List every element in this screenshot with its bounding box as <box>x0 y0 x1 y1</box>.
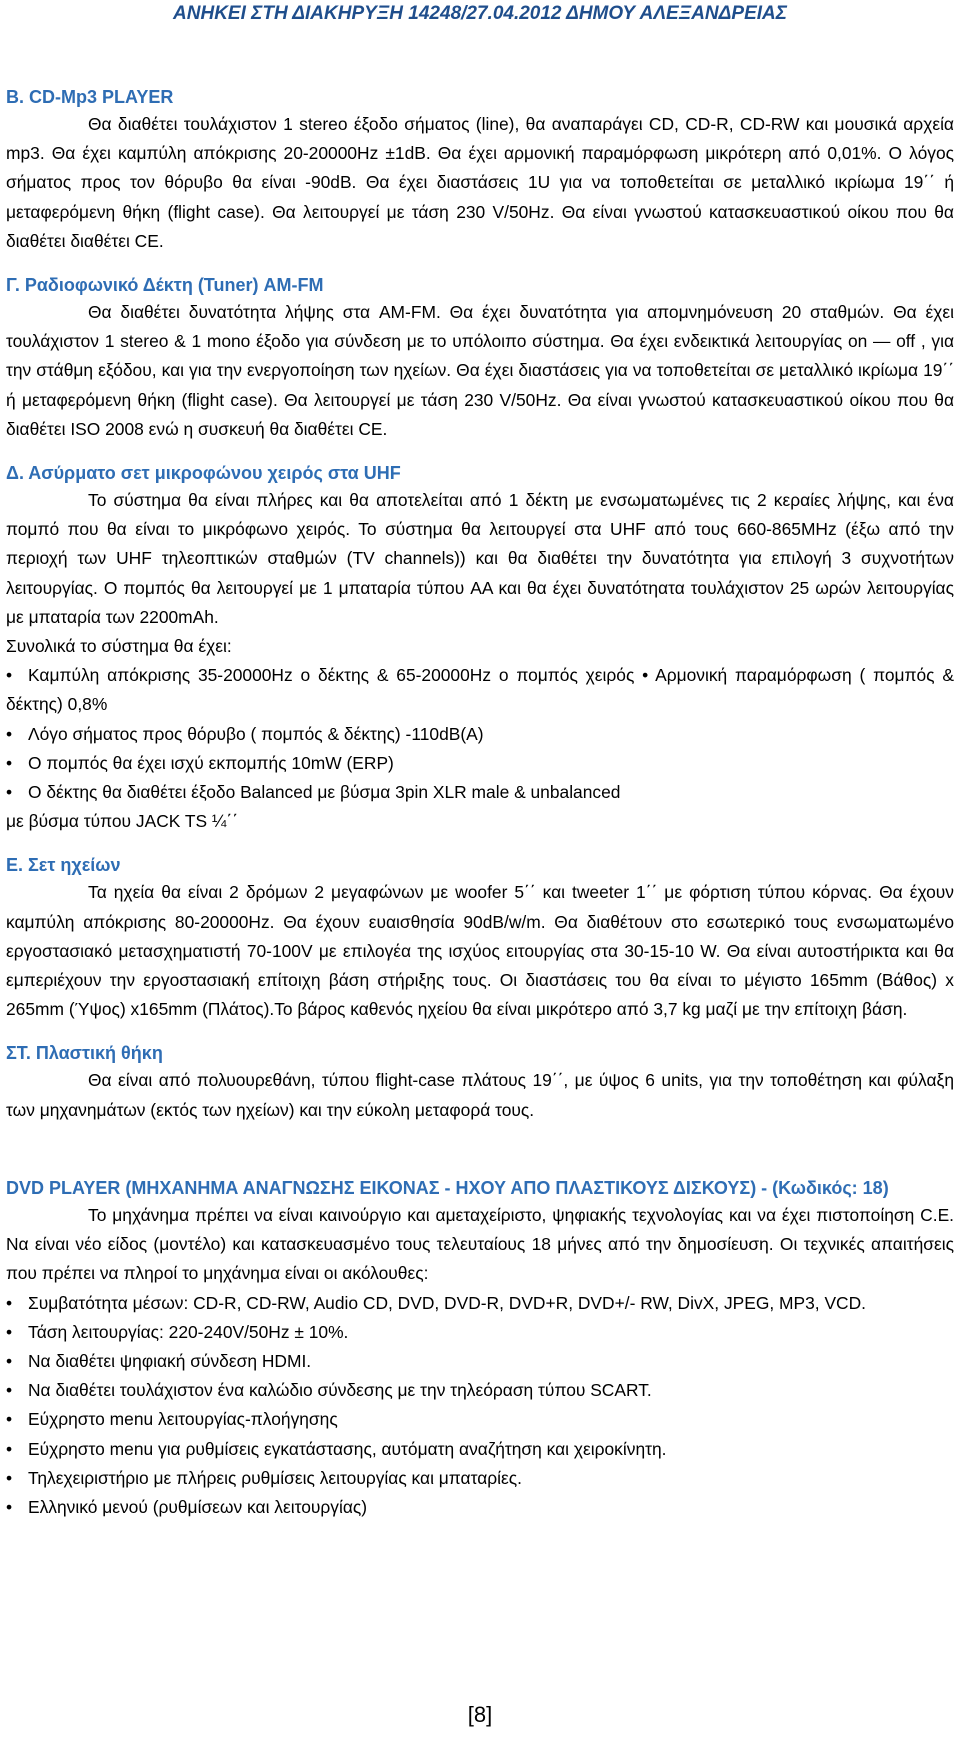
bullet-icon: • <box>6 752 13 773</box>
section-tuner <box>6 272 954 444</box>
section-plastic-case <box>6 1040 954 1124</box>
bullet-icon: • <box>6 1438 13 1459</box>
bullet-icon: • <box>6 1409 13 1430</box>
section-paragraph: Το μηχάνημα πρέπει να είναι καινούργιο και αμεταχείριστο, ψηφιακής τεχνολογίας και να έχει πιστοποίηση C.E. Να είναι νέο είδος (μοντέλο) και κατασκευασμένο τους τελευταίους 18 μήνες από την δημοσίευση. Οι τεχνικές απαιτήσεις που πρέπει να πληροί το μηχάνημα είναι οι ακόλουθες: <box>6 1204 954 1284</box>
bullet-icon: • <box>6 1350 13 1371</box>
list-item: • Καμπύλη απόκρισης 35-20000Hz ο δέκτης & 65-20000Hz ο πομπός χειρός • Αρμονική παραμόρφωση ( πομπός & δέκτης) 0,8% <box>6 661 954 719</box>
page-number: [8] <box>467 1702 493 1727</box>
requirements-list <box>6 1289 954 1523</box>
list-item: • Εύχρηστο menu για ρυθμίσεις εγκατάστασης, αυτόματη αναζήτηση και χειροκίνητη. <box>6 1435 954 1464</box>
list-tail: με βύσμα τύπου JACK TS ¼΄΄ <box>6 811 239 832</box>
list-item: • Ο πομπός θα έχει ισχύ εκπομπής 10mW (ERP) <box>6 749 954 778</box>
section-paragraph: Θα διαθέτει τουλάχιστον 1 stereo έξοδο σήματος (line), θα αναπαράγει CD, CD-R, CD-RW και μουσικά αρχεία mp3. Θα έχει καμπύλη απόκρισης 20-20000Hz ±1dB. Θα έχει αρμονική παραμόρφωση μικρότερη από 0,01%. Ο λόγος σήματος προς τον θόρυβο θα είναι -90dB. Θα έχει διαστάσεις 1U για να τοποθετείται σε μεταλλικό ικρίωμα 19΄΄ ή μεταφερόμενη θήκη (flight case). Θα λειτουργεί με τάση 230 V/50Hz. Θα είναι γνωστού κατασκευαστικού οίκου που θα διαθέτει διαθέτει CE. <box>6 114 954 251</box>
bullet-icon: • <box>6 782 13 803</box>
list-item: • Ο δέκτης θα διαθέτει έξοδο Balanced με βύσμα 3pin XLR male & unbalanced <box>6 778 954 807</box>
list-item: • Να διαθέτει ψηφιακή σύνδεση HDMI. <box>6 1347 954 1376</box>
list-item: • Να διαθέτει τουλάχιστον ένα καλώδιο σύνδεσης με την τηλεόραση τύπου SCART. <box>6 1376 954 1405</box>
document-body <box>6 84 954 1538</box>
bullet-icon: • <box>6 1321 13 1342</box>
section-paragraph: Θα διαθέτει δυνατότητα λήψης στα AM-FM. Θα έχει δυνατότητα για απομνημόνευση 20 σταθμών. Θα έχει τουλάχιστον 1 stereo & 1 mono έξοδο για σύνδεση με το υπόλοιπο σύστημα. Θα έχει ενδεικτικά λειτουργίας on — off , για την στάθμη εξόδου, και για την ενεργοποίηση των ηχείων. Θα έχει διαστάσεις για να τοποθετείται σε μεταλλικό ικρίωμα 19΄΄ ή μεταφερόμενη θήκη (flight case). Θα λειτουργεί με τάση 230 V/50Hz. Θα είναι γνωστού κατασκευαστικού οίκου που θα διαθέτει ISO 2008 ενώ η συσκευή θα διαθέτει CE. <box>6 302 954 439</box>
section-heading: Δ. Ασύρματο σετ μικροφώνου χειρός στα UHF <box>6 463 401 484</box>
list-item: • Τάση λειτουργίας: 220-240V/50Hz ± 10%. <box>6 1318 954 1347</box>
list-item: • Λόγο σήματος προς θόρυβο ( πομπός & δέκτης) -110dB(A) <box>6 720 954 749</box>
section-speakers <box>6 852 954 1024</box>
section-wireless-microphone <box>6 460 954 836</box>
bullet-icon: • <box>6 665 13 686</box>
section-cd-mp3-player <box>6 84 954 256</box>
page-header-title: ΑΝΗΚΕΙ ΣΤΗ ΔΙΑΚΗΡΥΞΗ 14248/27.04.2012 ΔΗΜΟΥ ΑΛΕΞΑΝΔΡΕΙΑΣ <box>173 3 787 24</box>
bullet-icon: • <box>6 1292 13 1313</box>
section-paragraph: Θα είναι από πολυουρεθάνη, τύπου flight-case πλάτους 19΄΄, με ύψος 6 units, για την τοποθέτηση και φύλαξη των μηχανημάτων (εκτός των ηχείων) και την εύκολη μεταφορά τους. <box>6 1070 954 1120</box>
list-item: • Τηλεχειριστήριο με πλήρεις ρυθμίσεις λειτουργίας και μπαταρίες. <box>6 1464 954 1493</box>
section-heading: Β. CD-Mp3 PLAYER <box>6 87 174 107</box>
bullet-icon: • <box>6 723 13 744</box>
summary-intro: Συνολικά το σύστημα θα έχει: <box>6 636 232 657</box>
bullet-icon: • <box>6 1380 13 1401</box>
section-heading: Ε. Σετ ηχείων <box>6 855 121 876</box>
bullet-icon: • <box>6 1467 13 1488</box>
list-item: • Συμβατότητα μέσων: CD-R, CD-RW, Audio CD, DVD, DVD-R, DVD+R, DVD+/- RW, DivX, JPEG, MP3, VCD. <box>6 1289 954 1318</box>
section-dvd-player <box>6 1175 954 1522</box>
list-item: • Εύχρηστο menu λειτουργίας-πλοήγησης <box>6 1405 954 1434</box>
section-paragraph: Τα ηχεία θα είναι 2 δρόμων 2 μεγαφώνων με woofer 5΄΄ και tweeter 1΄΄ με φόρτιση τύπου κόρνας. Θα έχουν καμπύλη απόκρισης 80-20000Hz. Θα έχουν ευαισθησία 90dB/w/m. Θα διαθέτουν στο εσωτερικό τους ενσωματωμένο εργοστασιακό μετασχηματιστή 70-100V με επιλογέα της ισχύος ειτουργίας στα 30-15-10 W. Θα είναι αυτοστήρικτα και θα εμπεριέχουν την εργοστασιακή επίτοιχη βάση στήριξης τους. Οι διαστάσεις του θα είναι το μέγιστο 165mm (Βάθος) x 265mm (Ύψος) x165mm (Πλάτος).Το βάρος καθενός ηχείου θα είναι μικρότερο από 3,7 kg μαζί με την επίτοιχη βάση. <box>6 882 954 1020</box>
section-heading: Γ. Ραδιοφωνικό Δέκτη (Tuner) AM-FM <box>6 275 324 296</box>
bullet-icon: • <box>6 1496 13 1517</box>
section-paragraph: Το σύστημα θα είναι πλήρες και θα αποτελείται από 1 δέκτη με ενσωματωμένες τις 2 κεραίες λήψης, και ένα πομπό που θα είναι το μικρόφωνο χειρός. Το σύστημα θα λειτουργεί στα UHF από τους 660-865MHz (έξω από την περιοχή των UHF τηλεοπτικών σταθμών (TV channels)) και θα διαθέτει την δυνατότητα για επιλογή 3 συχνοτήτων λειτουργίας. Ο πομπός θα λειτουργεί με 1 μπαταρία τύπου AA και θα έχει δυνατότηατα τουλάχιστον 25 ωρών λειτουργίας με μπαταρία των 2200mAh. <box>6 490 954 627</box>
feature-list <box>6 661 954 807</box>
list-item: • Ελληνικό μενού (ρυθμίσεων και λειτουργίας) <box>6 1493 954 1522</box>
section-heading: ΣΤ. Πλαστική θήκη <box>6 1043 163 1064</box>
section-heading: DVD PLAYER (ΜΗΧΑΝΗΜΑ ΑΝΑΓΝΩΣΗΣ ΕΙΚΟΝΑΣ - ΗΧΟΥ ΑΠΟ ΠΛΑΣΤΙΚΟΥΣ ΔΙΣΚΟΥΣ) - (Κωδικός: 18) <box>6 1177 889 1198</box>
